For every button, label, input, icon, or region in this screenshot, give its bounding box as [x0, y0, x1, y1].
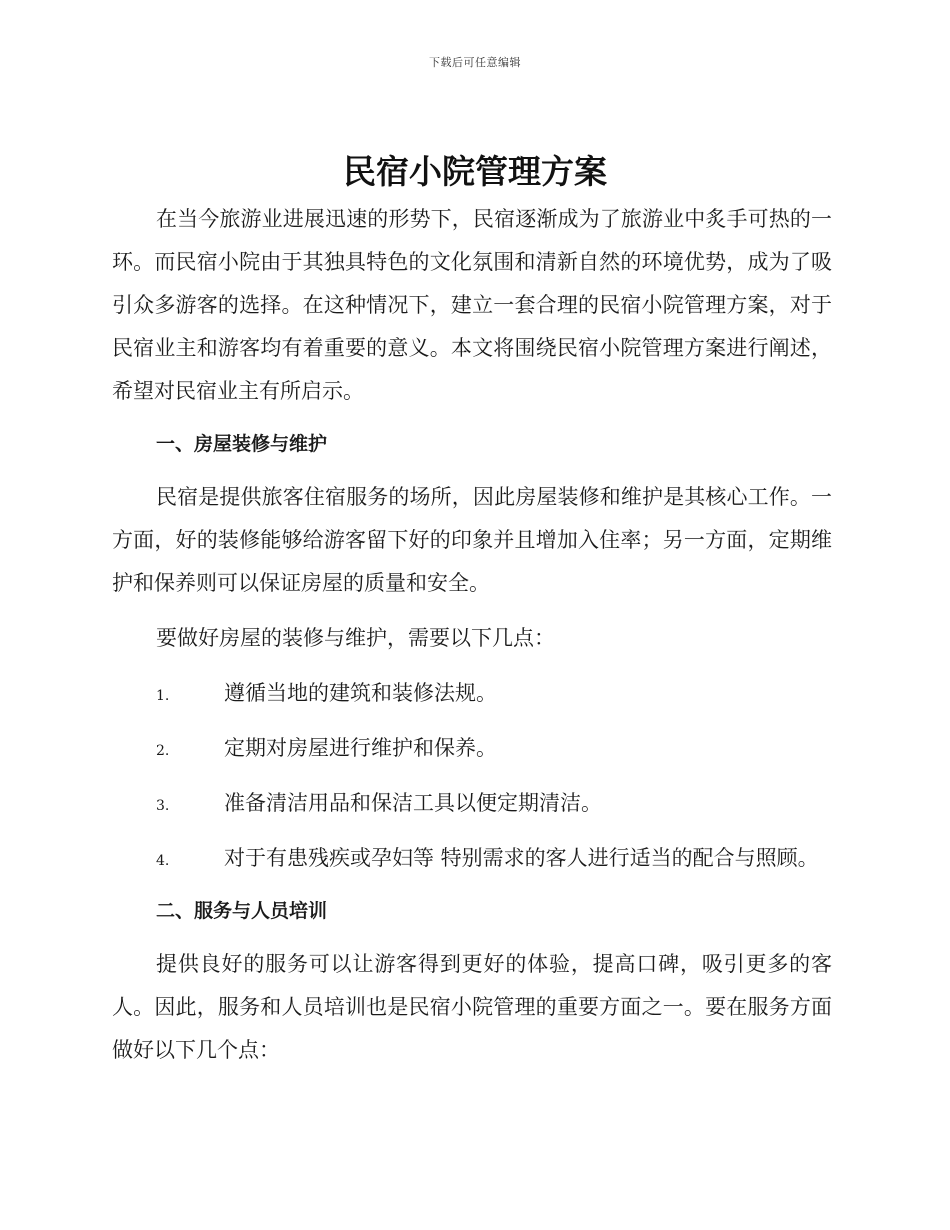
list-item-number: 2. [156, 743, 170, 759]
section-heading-renovation: 一、房屋装修与维护 [156, 433, 328, 455]
list-item-text: 对于有患残疾或孕妇等 特别需求的客人进行适当的配合与照顾。 [224, 846, 819, 870]
renovation-list [112, 672, 832, 880]
document-body [112, 198, 832, 1072]
list-item-text: 准备清洁用品和保洁工具以便定期清洁。 [224, 791, 602, 815]
document-title: 民宿小院管理方案 [343, 152, 607, 191]
list-item-text: 定期对房屋进行维护和保养。 [224, 736, 497, 760]
list-item [112, 672, 832, 715]
header-note: 下载后可任意编辑 [429, 56, 521, 69]
section-heading-service: 二、服务与人员培训 [156, 900, 328, 922]
intro-paragraph: 在当今旅游业进展迅速的形势下，民宿逐渐成为了旅游业中炙手可热的一环。而民宿小院由于其独具特色的文化氛围和清新自然的环境优势，成为了吸引众多游客的选择。在这种情况下，建立一套合理的民宿小院管理方案，对于民宿业主和游客均有着重要的意义。本文将围绕民宿小院管理方案进行阐述，希望对民宿业主有所启示。 [112, 207, 832, 403]
spacer [112, 605, 832, 617]
list-item-text: 遵循当地的建筑和装修法规。 [224, 681, 497, 705]
spacer [112, 660, 832, 672]
renovation-paragraph: 民宿是提供旅客住宿服务的场所，因此房屋装修和维护是其核心工作。一方面，好的装修能够给游客留下好的印象并且增加入住率；另一方面，定期维护和保养则可以保证房屋的质量和安全。 [112, 485, 832, 595]
list-item-number: 1. [156, 688, 170, 704]
list-item [112, 782, 832, 825]
list-item [112, 837, 832, 880]
renovation-requirements-intro: 要做好房屋的装修与维护，需要以下几点： [156, 626, 555, 650]
list-item-number: 4. [156, 853, 170, 869]
service-paragraph: 提供良好的服务可以让游客得到更好的体验，提高口碑，吸引更多的客人。因此，服务和人员培训也是民宿小院管理的重要方面之一。要在服务方面做好以下几个点： [112, 952, 832, 1062]
list-item [112, 727, 832, 770]
list-item-number: 3. [156, 798, 170, 814]
